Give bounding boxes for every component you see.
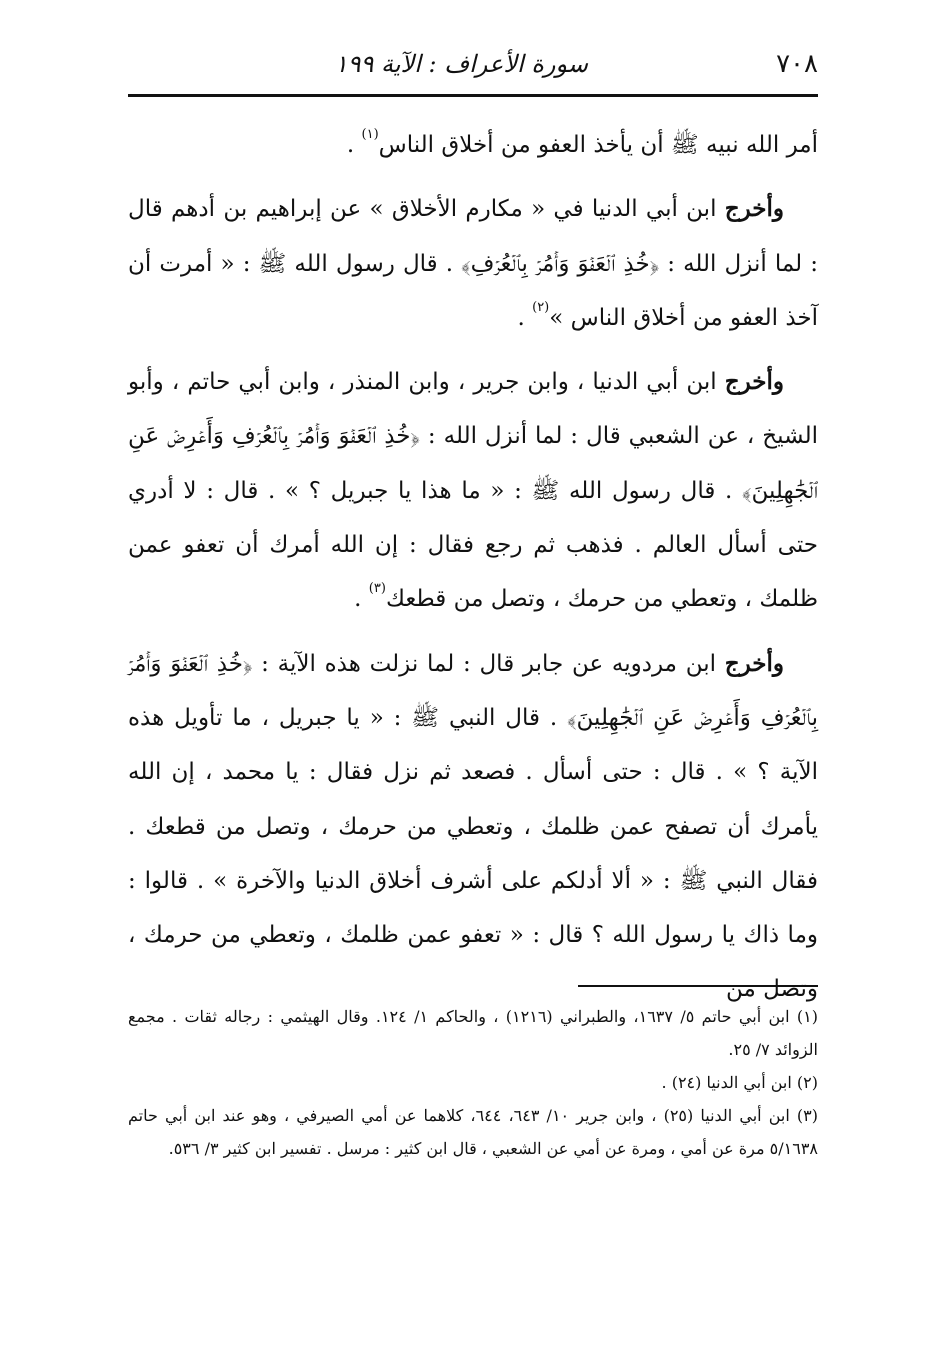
paragraph-4 <box>128 637 818 1017</box>
footnote-1: (١) ابن أبي حاتم ٥/ ١٦٣٧، والطبراني (١٢١٦) ، والحاكم ١/ ١٢٤. وقال الهيثمي : رجاله ثقات . مجمع الزوائد ٧/ ٢٥. <box>128 1007 819 1059</box>
paragraph-2 <box>128 182 818 345</box>
paragraph-1 <box>128 118 818 172</box>
surah-title: سورة الأعراف : الآية ١٩٩ <box>334 50 588 78</box>
page-number: ٧٠٨ <box>776 49 818 79</box>
main-text <box>128 118 818 1027</box>
paragraph-3 <box>128 355 818 626</box>
paragraph-end: . <box>346 132 362 158</box>
paragraph-end: . <box>354 586 369 613</box>
footnote-ref-1: (١) <box>361 127 379 142</box>
footnote-ref-3: (٣) <box>368 581 386 597</box>
footnotes <box>128 1000 818 1165</box>
paragraph-lead: وأخرج <box>724 649 784 677</box>
page-header <box>128 44 818 84</box>
footnote-divider <box>578 985 818 987</box>
header-divider <box>128 94 818 97</box>
paragraph-end: . <box>517 304 533 331</box>
footnote-ref-2: (٢) <box>532 299 550 315</box>
paragraph-text: أمر الله نبيه ﷺ أن يأخذ العفو من أخلاق الناس <box>378 132 818 158</box>
paragraph-text: ابن أبي الدنيا في « مكارم الأخلاق » عن إبراهيم بن أدهم قال : لما أنزل الله : ﴿خُذِ ٱلۡعَفۡوَ وَأۡمُرۡ بِٱلۡعُرۡفِ﴾ . قال رسول الله ﷺ : « أمرت أن آخذ العفو من أخلاق الناس » <box>128 196 818 331</box>
footnote-2: (٢) ابن أبي الدنيا (٢٤) . <box>661 1073 818 1092</box>
paragraph-lead: وأخرج <box>724 368 784 396</box>
paragraph-text: ابن مردويه عن جابر قال : لما نزلت هذه الآية : ﴿خُذِ ٱلۡعَفۡوَ وَأۡمُرۡ بِٱلۡعُرۡفِ وَأَعۡرِضۡ عَنِ ٱلۡجَٰهِلِينَ﴾ . قال النبي ﷺ : « يا جبريل ، ما تأويل هذه الآية ؟ » . قال : حتى أسأل . فصعد ثم نزل فقال : يا محمد ، إن الله يأمرك أن تصفح عمن ظلمك ، وتعطي من حرمك ، وتصل من قطعك . فقال النبي ﷺ : « ألا أدلكم على أشرف أخلاق الدنيا والآخرة » . قالوا : وما ذاك يا رسول الله ؟ قال : « تعفو عمن ظلمك ، وتعطي من حرمك ، وتصل من <box>128 650 818 1003</box>
paragraph-text: ابن أبي الدنيا ، وابن جرير ، وابن المنذر ، وابن أبي حاتم ، وأبو الشيخ ، عن الشعبي قال : لما أنزل الله : ﴿خُذِ ٱلۡعَفۡوَ وَأۡمُرۡ بِٱلۡعُرۡفِ وَأَعۡرِضۡ عَنِ ٱلۡجَٰهِلِينَ﴾ . قال رسول الله ﷺ : « ما هذا يا جبريل ؟ » . قال : لا أدري حتى أسأل العالم . فذهب ثم رجع فقال : إن الله أمرك أن تعفو عمن ظلمك ، وتعطي من حرمك ، وتصل من قطعك <box>128 369 818 613</box>
paragraph-lead: وأخرج <box>724 195 784 223</box>
footnote-3: (٣) ابن أبي الدنيا (٢٥) ، وابن جرير ١٠/ ٦٤٣، ٦٤٤، كلاهما عن أمي الصيرفي ، وهو عند ابن أبي حاتم ٥/١٦٣٨ مرة عن أمي ، ومرة عن أمي عن الشعبي ، قال ابن كثير : مرسل . تفسير ابن كثير ٣/ ٥٣٦. <box>128 1106 819 1158</box>
